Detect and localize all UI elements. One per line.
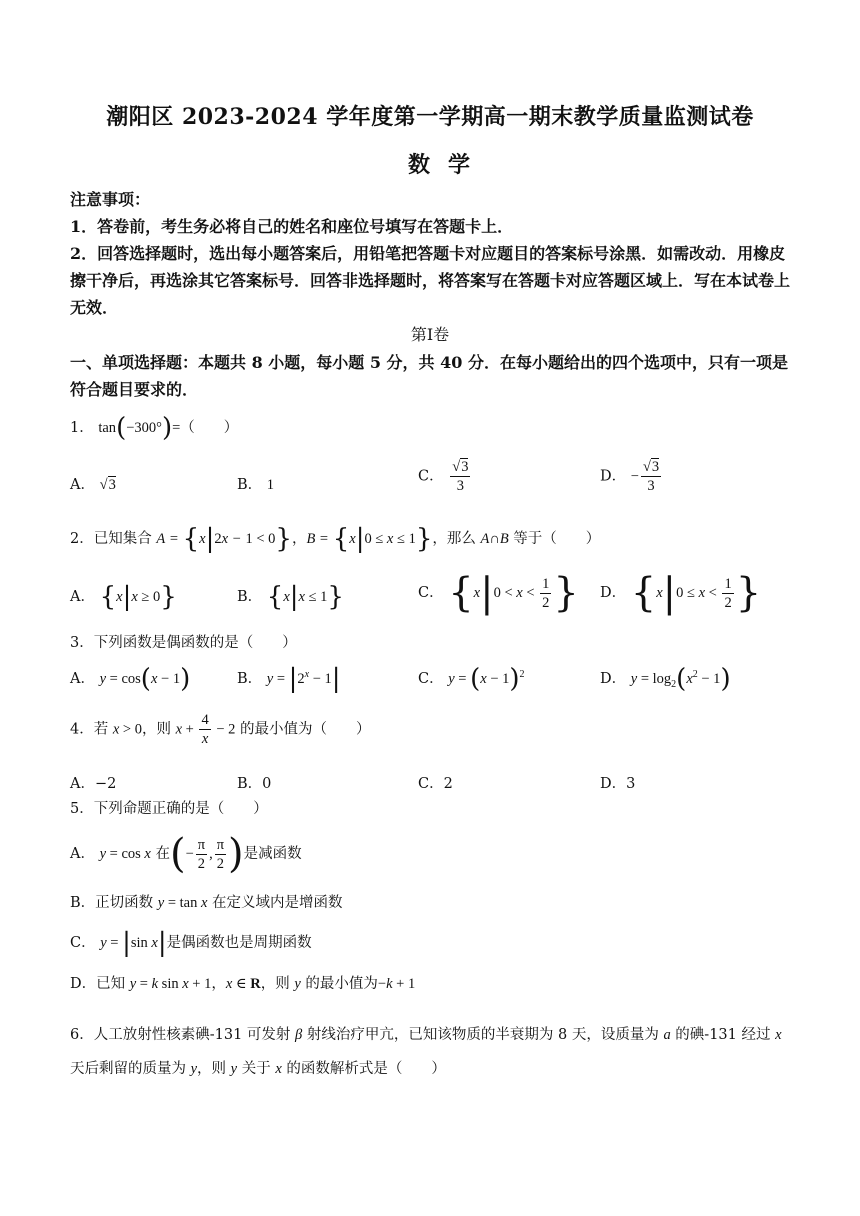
exam-title: 潮阳区 2023-2024 学年度第一学期高一期末教学质量监测试卷 (106, 104, 754, 130)
question-2-option-d: D． {x|0 ≤ x < $\frac{1}{2}$ } (600, 570, 762, 616)
question-1-option-b: B． 1 (237, 477, 275, 493)
question-4-option-c: C．2 (418, 776, 453, 792)
question-2-stem: 2．已知集合 A = {x|2x − 1 < 0}，B = {x|0 ≤ x ≤ 1}，那么 A∩B 等于（ ） (70, 524, 601, 554)
question-3-option-a: A． y = cos(x − 1) (70, 664, 191, 694)
question-3-option-d: D． $y = \log_2(x^2 - 1)$ (600, 664, 731, 694)
question-2-option-a: A． {x|x ≥ 0} (70, 582, 177, 612)
note-item-2: 2．回答选择题时，选出每小题答案后，用铅笔把答题卡对应题目的答案标号涂黑．如需改动．用橡皮擦干净后，再选涂其它答案标号．回答非选择题时，将答案写在答题卡对应答题区域上．写在本试卷上无效． (70, 244, 791, 317)
note-item-1: 1．答卷前，考生务必将自己的姓名和座位号填写在答题卡上． (70, 217, 514, 236)
question-4-option-b: B．0 (237, 776, 272, 792)
question-4-option-d: D．3 (600, 776, 636, 792)
question-3-option-c: C． $y = (x - 1)^2$ (418, 664, 525, 694)
question-1-option-a: A． √3 (70, 477, 116, 493)
volume-label: 第Ⅰ卷 (410, 325, 450, 344)
question-5-option-c: C． y = |sin x|是偶函数也是周期函数 (70, 928, 312, 958)
question-1-option-c: C． $\frac{√3}{3}$ (418, 459, 469, 494)
question-6-stem: 6．人工放射性核素碘-131 可发射 β 射线治疗甲亢，已知该物质的半衰期为 8 天，设质量为 a 的碘-131 经过 x 天后剩留的质量为 y，则 y 关于 x 的函数解析式是（ ） (70, 1027, 782, 1077)
question-1-stem: 1． tan(−300°)=（ ） (70, 413, 239, 443)
question-5-option-b: B．正切函数 y = tan x 在定义域内是增函数 (70, 895, 343, 911)
question-5-stem: 5．下列命题正确的是（ ） (70, 801, 268, 817)
section-instructions: 一、单项选择题：本题共 8 小题，每小题 5 分，共 40 分．在每小题给出的四个选项中，只有一项是符合题目要求的． (70, 353, 788, 399)
question-1-option-d: D． − $\frac{√3}{3}$ (600, 459, 660, 494)
notes-heading: 注意事项： (70, 190, 151, 209)
question-2-option-c: C． {x|0 < x < $\frac{1}{2}$ } (418, 570, 579, 616)
question-5-option-a: A． y = cos x 在(− $\frac{\pi}{2}$ , $\frac{\pi}{2}$ )是减函数 (70, 831, 302, 877)
question-5-option-d: D．已知 y = k sin x + 1，x ∈ R，则 y 的最小值为−k + 1 (70, 976, 416, 992)
subject-title: 数学 (407, 152, 488, 178)
question-3-stem: 3．下列函数是偶函数的是（ ） (70, 635, 297, 651)
question-2-option-b: B． {x|x ≤ 1} (237, 582, 344, 612)
question-4-stem: 4．若 x > 0，则 x + $\frac{4}{x}$ − 2 的最小值为（ ） (70, 712, 371, 747)
question-4-option-a: A．−2 (70, 776, 117, 792)
question-3-option-b: B． $y = |2^x - 1|$ (237, 664, 341, 694)
